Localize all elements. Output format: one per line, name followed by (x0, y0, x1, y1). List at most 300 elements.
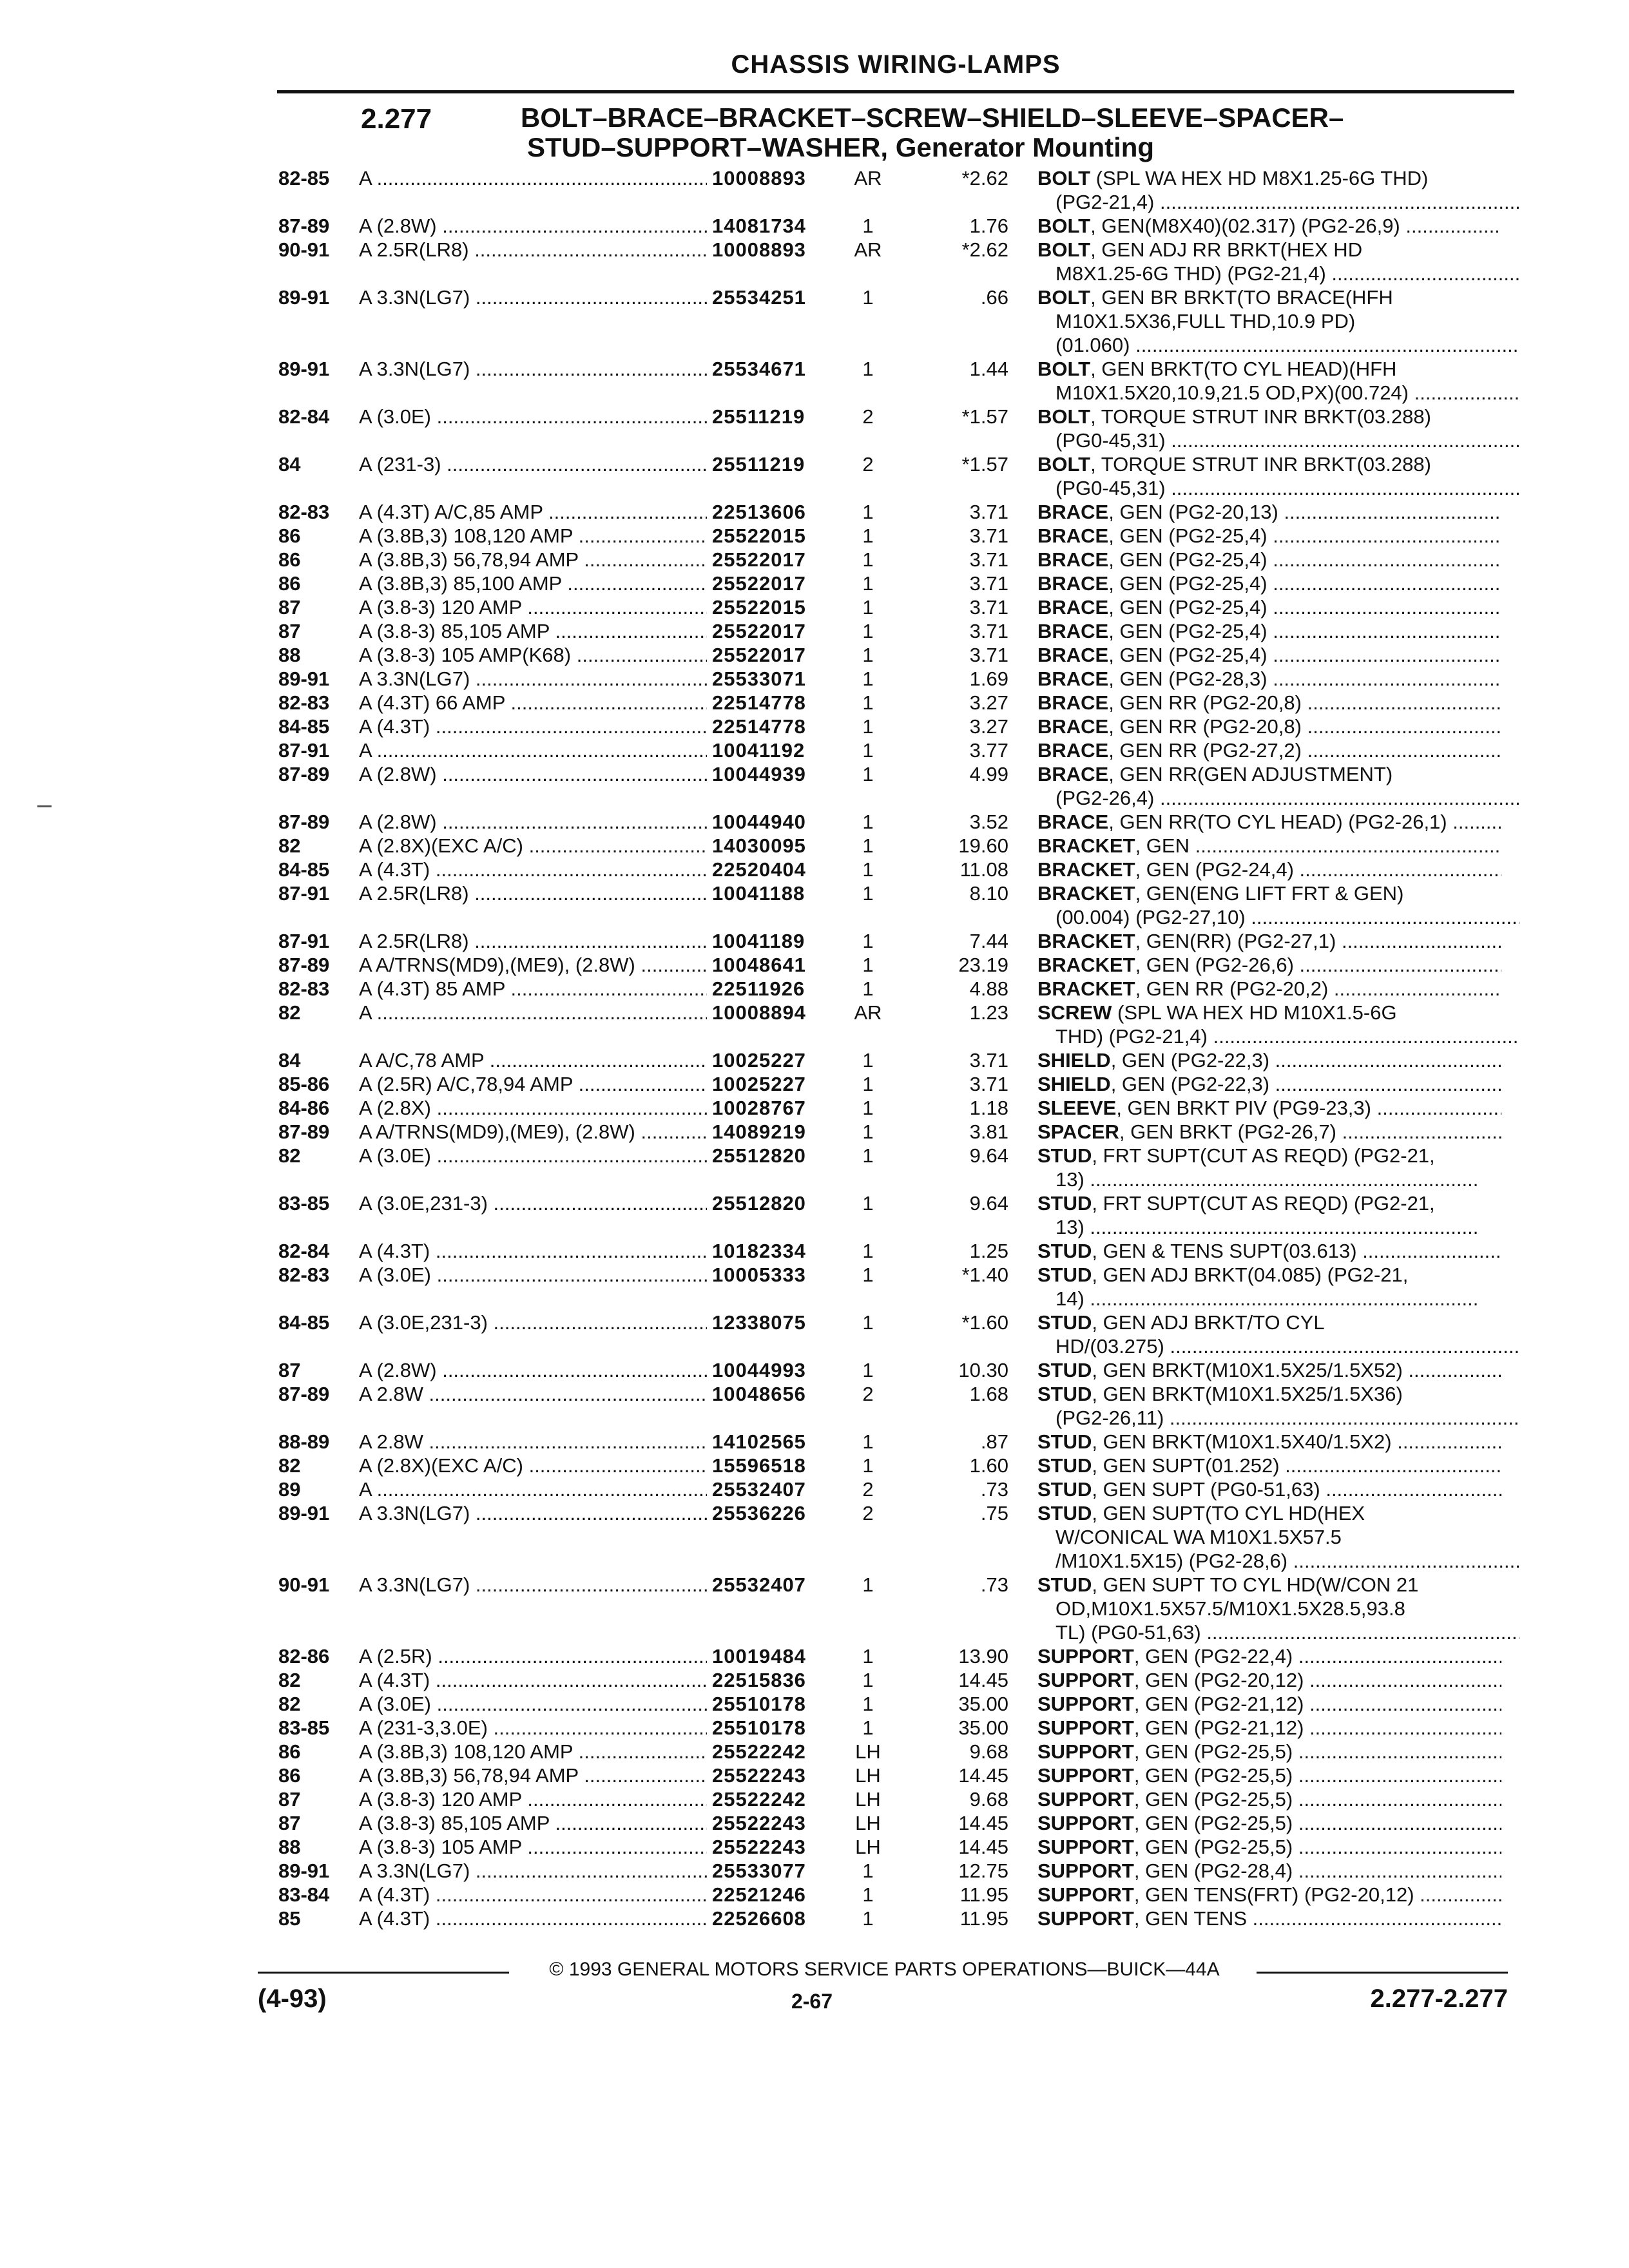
part-years: 82-84 (278, 1240, 330, 1262)
part-description-text: , GEN SUPT(01.252) ..... (1092, 1454, 1501, 1477)
part-row (0, 1430, 1629, 1454)
part-quantity: 1 (862, 739, 874, 762)
part-years: 87 (278, 1812, 301, 1834)
part-price: 35.00 (958, 1716, 1008, 1739)
part-model: A 3.3N(LG7) ..... (359, 1573, 707, 1597)
part-description (1037, 1454, 1501, 1477)
footer-copyright: © 1993 GENERAL MOTORS SERVICE PARTS OPERATIONS—BUICK—44A (549, 1959, 1220, 1980)
part-model: A (2.8W) ..... (359, 810, 707, 834)
part-number: 22520404 (712, 858, 806, 881)
part-description-continued-text: 14) ..... (1055, 1287, 1478, 1310)
part-quantity: 2 (862, 1478, 874, 1501)
part-quantity: 1 (862, 215, 874, 237)
part-description (1037, 1096, 1501, 1120)
part-description-text: , GEN ..... (1135, 834, 1501, 857)
part-price: 14.45 (958, 1812, 1008, 1834)
part-quantity: 1 (862, 1430, 874, 1453)
part-row (0, 452, 1629, 476)
part-row-continuation (0, 1406, 1629, 1430)
part-model: A (4.3T) 66 AMP ..... (359, 691, 707, 715)
part-row-continuation (0, 309, 1629, 333)
part-price: 1.68 (969, 1383, 1008, 1405)
part-item-name: SUPPORT (1037, 1883, 1134, 1906)
part-row (0, 1144, 1629, 1168)
part-number: 25522017 (712, 548, 806, 571)
part-row (0, 238, 1629, 262)
part-description-continued (1037, 476, 1519, 500)
part-description-continued-text: (PG2-26,4) ..... (1055, 787, 1519, 809)
part-description-continued-text: (01.060) ..... (1055, 334, 1519, 356)
part-item-name: BOLT (1037, 238, 1091, 261)
part-description-text: , FRT SUPT(CUT AS REQD) (PG2-21, (1092, 1144, 1435, 1167)
part-row-continuation (0, 1549, 1629, 1573)
part-item-name: SUPPORT (1037, 1740, 1134, 1763)
part-number: 25512820 (712, 1144, 806, 1167)
part-row (0, 357, 1629, 381)
part-years: 84-85 (278, 858, 330, 881)
part-quantity: 1 (862, 1860, 874, 1882)
part-item-name: SUPPORT (1037, 1693, 1134, 1715)
part-item-name: STUD (1037, 1240, 1092, 1262)
part-description-continued (1037, 1620, 1519, 1644)
part-quantity: 1 (862, 1144, 874, 1167)
part-years: 87 (278, 1359, 301, 1381)
part-years: 89 (278, 1478, 301, 1501)
part-price: 1.69 (969, 668, 1008, 690)
part-item-name: BRACKET (1037, 834, 1135, 857)
part-quantity: 1 (862, 954, 874, 976)
part-description-text: , GEN RR(TO CYL HEAD) (PG2-26,1) ..... (1108, 811, 1501, 833)
part-price: .73 (980, 1573, 1008, 1596)
part-years: 86 (278, 1740, 301, 1763)
part-description (1037, 738, 1501, 762)
part-row (0, 738, 1629, 762)
part-description (1037, 1477, 1501, 1501)
part-item-name: BRACE (1037, 548, 1109, 571)
part-description-text: , GEN (PG2-25,5) ..... (1134, 1812, 1501, 1834)
part-item-name: STUD (1037, 1573, 1092, 1596)
part-description-text: , GEN ADJ BRKT/TO CYL (1092, 1311, 1325, 1334)
part-description (1037, 929, 1501, 953)
part-row (0, 977, 1629, 1001)
part-years: 84-85 (278, 1311, 330, 1334)
part-item-name: BOLT (1037, 215, 1091, 237)
part-description (1037, 595, 1501, 619)
part-years: 86 (278, 572, 301, 595)
part-price: 23.19 (958, 954, 1008, 976)
part-row (0, 1358, 1629, 1382)
part-description-text: , GEN BRKT(TO CYL HEAD)(HFH (1090, 358, 1397, 380)
part-item-name: BRACKET (1037, 882, 1135, 905)
part-item-name: BRACKET (1037, 858, 1135, 881)
part-model: A (4.3T) 85 AMP ..... (359, 977, 707, 1001)
part-years: 82 (278, 834, 301, 857)
part-description-text: , GEN (PG2-21,12) ..... (1134, 1716, 1501, 1739)
part-item-name: STUD (1037, 1192, 1092, 1215)
part-price: 9.68 (969, 1740, 1008, 1763)
part-years: 84 (278, 1049, 301, 1072)
part-row (0, 1311, 1629, 1334)
part-number: 22521246 (712, 1883, 806, 1906)
part-description (1037, 1573, 1501, 1597)
part-number: 10019484 (712, 1645, 806, 1667)
part-item-name: STUD (1037, 1311, 1092, 1334)
part-row-continuation (0, 786, 1629, 810)
part-quantity: 2 (862, 453, 874, 476)
part-description (1037, 1716, 1501, 1740)
part-model: A (3.8B,3) 56,78,94 AMP ..... (359, 548, 707, 572)
part-years: 89-91 (278, 1860, 330, 1882)
part-price: .66 (980, 286, 1008, 309)
part-model: A (4.3T) ..... (359, 715, 707, 738)
part-price: .75 (980, 1502, 1008, 1524)
part-description-text: , GEN BRKT (PG2-26,7) ..... (1119, 1120, 1501, 1143)
part-number: 14081734 (712, 215, 806, 237)
part-row (0, 285, 1629, 309)
part-description-continued (1037, 381, 1519, 405)
part-description (1037, 619, 1501, 643)
part-description-text: , GEN (PG2-22,3) ..... (1111, 1049, 1501, 1072)
part-row-continuation (0, 476, 1629, 500)
section-title-line-2: STUD–SUPPORT–WASHER, Generator Mounting (527, 132, 1155, 162)
part-model: A (2.8W) ..... (359, 762, 707, 786)
part-price: 11.08 (959, 858, 1008, 881)
part-model: A A/TRNS(MD9),(ME9), (2.8W) ..... (359, 953, 707, 977)
part-number: 15596518 (712, 1454, 806, 1477)
part-description-continued (1037, 1168, 1519, 1191)
part-years: 89-91 (278, 1502, 330, 1524)
part-description (1037, 1382, 1501, 1406)
part-row (0, 1048, 1629, 1072)
part-years: 82-84 (278, 405, 330, 428)
part-model: A 3.3N(LG7) ..... (359, 357, 707, 381)
part-quantity: 1 (862, 834, 874, 857)
part-quantity: 1 (862, 668, 874, 690)
part-price: 3.27 (969, 691, 1008, 714)
part-row (0, 643, 1629, 667)
part-row (0, 595, 1629, 619)
part-model: A (3.8-3) 85,105 AMP ..... (359, 1811, 707, 1835)
part-description-continued-text: (00.004) (PG2-27,10) ..... (1055, 906, 1519, 928)
part-model: A (4.3T) ..... (359, 1883, 707, 1907)
part-years: 82-83 (278, 501, 330, 523)
part-model: A (4.3T) A/C,85 AMP ..... (359, 500, 707, 524)
part-description (1037, 977, 1501, 1001)
part-description-text: , GEN (PG2-20,13) ..... (1108, 501, 1501, 523)
part-description-text: , GEN (PG2-21,12) ..... (1134, 1693, 1501, 1715)
part-quantity: 1 (862, 1669, 874, 1691)
part-item-name: SUPPORT (1037, 1860, 1134, 1882)
part-number: 10182334 (712, 1240, 806, 1262)
part-price: 3.52 (969, 811, 1008, 833)
part-years: 88-89 (278, 1430, 330, 1453)
header-rule (277, 90, 1514, 93)
part-row (0, 1477, 1629, 1501)
part-description (1037, 238, 1501, 262)
part-quantity: 1 (862, 882, 874, 905)
part-row (0, 1501, 1629, 1525)
part-years: 83-84 (278, 1883, 330, 1906)
part-price: *1.57 (961, 453, 1008, 476)
part-row-continuation (0, 1215, 1629, 1239)
part-number: 10025227 (712, 1049, 806, 1072)
part-years: 87-89 (278, 954, 330, 976)
part-description (1037, 1239, 1501, 1263)
part-row (0, 1239, 1629, 1263)
part-description (1037, 357, 1501, 381)
part-row-continuation (0, 1597, 1629, 1620)
part-model: A (3.8B,3) 56,78,94 AMP ..... (359, 1763, 707, 1787)
part-item-name: SUPPORT (1037, 1645, 1134, 1667)
part-quantity: 1 (862, 286, 874, 309)
part-price: 12.75 (958, 1860, 1008, 1882)
part-row (0, 1716, 1629, 1740)
part-description-continued-text: HD/(03.275) ..... (1055, 1335, 1519, 1358)
part-description (1037, 1883, 1501, 1907)
part-number: 25536226 (712, 1502, 806, 1524)
part-number: 25522015 (712, 524, 806, 547)
part-description (1037, 1072, 1501, 1096)
part-description-continued (1037, 905, 1519, 929)
part-price: *2.62 (961, 238, 1008, 261)
part-price: 3.71 (969, 620, 1008, 642)
part-quantity: 1 (862, 1883, 874, 1906)
part-quantity: 1 (862, 358, 874, 380)
parts-list (0, 166, 1629, 1930)
part-number: 22526608 (712, 1907, 806, 1930)
part-row-continuation (0, 1168, 1629, 1191)
part-years: 87-91 (278, 739, 330, 762)
part-years: 82 (278, 1454, 301, 1477)
part-description-text: , GEN (PG2-22,3) ..... (1111, 1073, 1501, 1095)
part-row (0, 1382, 1629, 1406)
part-price: .73 (980, 1478, 1008, 1501)
part-quantity: LH (855, 1836, 881, 1858)
part-model: A (3.0E,231-3) ..... (359, 1191, 707, 1215)
part-model: A ..... (359, 166, 707, 190)
part-years: 90-91 (278, 238, 330, 261)
part-item-name: BRACKET (1037, 977, 1135, 1000)
part-description-continued-text: THD) (PG2-21,4) ..... (1055, 1025, 1519, 1048)
part-years: 84-85 (278, 715, 330, 738)
part-row (0, 810, 1629, 834)
part-years: 87-91 (278, 882, 330, 905)
part-row (0, 1573, 1629, 1597)
part-years: 85-86 (278, 1073, 330, 1095)
part-number: 25522242 (712, 1788, 806, 1811)
part-number: 25522243 (712, 1812, 806, 1834)
part-row (0, 405, 1629, 428)
part-row (0, 858, 1629, 881)
part-model: A 3.3N(LG7) ..... (359, 1859, 707, 1883)
part-description-continued (1037, 1597, 1519, 1620)
part-item-name: BRACE (1037, 811, 1109, 833)
part-number: 25532407 (712, 1573, 806, 1596)
part-model: A (3.0E) ..... (359, 1263, 707, 1287)
part-description (1037, 715, 1501, 738)
part-description-text: , GEN (PG2-25,5) ..... (1134, 1740, 1501, 1763)
part-item-name: BRACE (1037, 739, 1109, 762)
part-description (1037, 1120, 1501, 1144)
part-row (0, 524, 1629, 548)
part-number: 22514778 (712, 691, 806, 714)
part-description-text: , GEN (PG2-25,4) ..... (1108, 620, 1501, 642)
part-quantity: 1 (862, 596, 874, 619)
part-description-text: , GEN ADJ RR BRKT(HEX HD (1090, 238, 1363, 261)
part-model: A 3.3N(LG7) ..... (359, 1501, 707, 1525)
part-number: 25522017 (712, 644, 806, 666)
part-price: 35.00 (958, 1693, 1008, 1715)
part-row (0, 953, 1629, 977)
part-item-name: BRACE (1037, 715, 1109, 738)
part-row-continuation (0, 381, 1629, 405)
part-item-name: SUPPORT (1037, 1716, 1134, 1739)
part-row (0, 1001, 1629, 1024)
part-description (1037, 1263, 1501, 1287)
part-row-continuation (0, 1334, 1629, 1358)
part-years: 82 (278, 1001, 301, 1024)
part-row (0, 1740, 1629, 1763)
part-quantity: 1 (862, 644, 874, 666)
part-row (0, 1668, 1629, 1692)
part-description-text: , GEN & TENS SUPT(03.613) ..... (1092, 1240, 1501, 1262)
part-description (1037, 834, 1501, 858)
part-row (0, 1454, 1629, 1477)
part-quantity: 1 (862, 1264, 874, 1286)
part-item-name: STUD (1037, 1383, 1092, 1405)
part-number: 12338075 (712, 1311, 806, 1334)
part-price: 3.71 (969, 1073, 1008, 1095)
part-model: A 2.5R(LR8) ..... (359, 881, 707, 905)
part-description (1037, 405, 1501, 428)
part-row (0, 1120, 1629, 1144)
part-years: 82-83 (278, 1264, 330, 1286)
part-description (1037, 1144, 1501, 1168)
part-price: 1.60 (969, 1454, 1008, 1477)
part-item-name: BRACE (1037, 501, 1109, 523)
part-description-continued-text: (PG0-45,31) ..... (1055, 477, 1519, 499)
part-number: 25532407 (712, 1478, 806, 1501)
part-description (1037, 524, 1501, 548)
part-description (1037, 1763, 1501, 1787)
part-description (1037, 1692, 1501, 1716)
part-description (1037, 214, 1501, 238)
part-row (0, 619, 1629, 643)
part-model: A A/C,78 AMP ..... (359, 1048, 707, 1072)
part-description-text: , GEN(ENG LIFT FRT & GEN) (1135, 882, 1404, 905)
part-years: 87-91 (278, 930, 330, 952)
part-price: 9.64 (969, 1144, 1008, 1167)
part-quantity: 1 (862, 1049, 874, 1072)
part-price: 3.77 (969, 739, 1008, 762)
part-price: 14.45 (958, 1764, 1008, 1787)
part-years: 82-83 (278, 691, 330, 714)
part-years: 86 (278, 1764, 301, 1787)
part-description-continued-text: (PG0-45,31) ..... (1055, 429, 1519, 452)
part-years: 82-83 (278, 977, 330, 1000)
part-number: 25510178 (712, 1693, 806, 1715)
part-quantity: 1 (862, 763, 874, 785)
part-price: 13.90 (958, 1645, 1008, 1667)
part-item-name: BRACE (1037, 572, 1109, 595)
part-price: 14.45 (958, 1669, 1008, 1691)
part-description-text: , GEN (PG2-22,4) ..... (1134, 1645, 1501, 1667)
part-item-name: SUPPORT (1037, 1812, 1134, 1834)
part-model: A 3.3N(LG7) ..... (359, 667, 707, 691)
part-price: 19.60 (958, 834, 1008, 857)
part-description-continued (1037, 190, 1519, 214)
part-price: 9.64 (969, 1192, 1008, 1215)
part-description-continued (1037, 1334, 1519, 1358)
part-item-name: BRACE (1037, 596, 1109, 619)
part-description (1037, 1644, 1501, 1668)
part-description-continued (1037, 333, 1519, 357)
part-description-text: , GEN RR(GEN ADJUSTMENT) (1108, 763, 1393, 785)
part-years: 83-85 (278, 1716, 330, 1739)
part-years: 82 (278, 1693, 301, 1715)
part-description (1037, 762, 1501, 786)
part-description (1037, 667, 1501, 691)
part-description-continued-text: M10X1.5X36,FULL THD,10.9 PD) (1055, 310, 1356, 332)
part-model: A (4.3T) ..... (359, 858, 707, 881)
part-description-text: , GEN (PG2-25,4) ..... (1108, 548, 1501, 571)
part-row (0, 715, 1629, 738)
part-quantity: LH (855, 1740, 881, 1763)
part-row (0, 834, 1629, 858)
part-quantity: LH (855, 1788, 881, 1811)
part-item-name: SUPPORT (1037, 1669, 1134, 1691)
part-description (1037, 643, 1501, 667)
part-years: 87-89 (278, 1120, 330, 1143)
part-number: 10008893 (712, 238, 806, 261)
part-row (0, 1644, 1629, 1668)
part-description (1037, 810, 1501, 834)
section-title (521, 103, 1487, 162)
part-description-text: , GEN(RR) (PG2-27,1) ..... (1135, 930, 1501, 952)
part-description (1037, 1430, 1501, 1454)
part-quantity: LH (855, 1764, 881, 1787)
part-description-continued (1037, 1406, 1519, 1430)
part-item-name: STUD (1037, 1430, 1092, 1453)
part-description-continued-text: (PG2-26,11) ..... (1055, 1407, 1519, 1429)
part-model: A (3.8B,3) 85,100 AMP ..... (359, 572, 707, 595)
part-model: A (2.8W) ..... (359, 1358, 707, 1382)
part-price: 3.71 (969, 548, 1008, 571)
part-description-continued (1037, 1287, 1519, 1311)
part-number: 25522015 (712, 596, 806, 619)
part-price: 1.25 (969, 1240, 1008, 1262)
part-years: 84 (278, 453, 301, 476)
part-quantity: 1 (862, 501, 874, 523)
part-model: A (2.8X)(EXC A/C) ..... (359, 834, 707, 858)
part-model: A (3.0E) ..... (359, 1692, 707, 1716)
part-row-continuation (0, 1024, 1629, 1048)
part-description-text: , GEN (PG2-26,6) ..... (1135, 954, 1501, 976)
part-years: 88 (278, 1836, 301, 1858)
part-description (1037, 1358, 1501, 1382)
part-description-continued (1037, 1549, 1519, 1573)
part-quantity: 1 (862, 620, 874, 642)
part-quantity: 1 (862, 930, 874, 952)
part-years: 86 (278, 548, 301, 571)
part-price: 11.95 (959, 1907, 1008, 1930)
page-header: CHASSIS WIRING-LAMPS (731, 50, 1061, 79)
part-description-continued-text: /M10X1.5X15) (PG2-28,6) ..... (1055, 1550, 1519, 1572)
part-row (0, 1787, 1629, 1811)
part-model: A (231-3,3.0E) ..... (359, 1716, 707, 1740)
part-description (1037, 1859, 1501, 1883)
footer-rule-right (1257, 1972, 1508, 1974)
